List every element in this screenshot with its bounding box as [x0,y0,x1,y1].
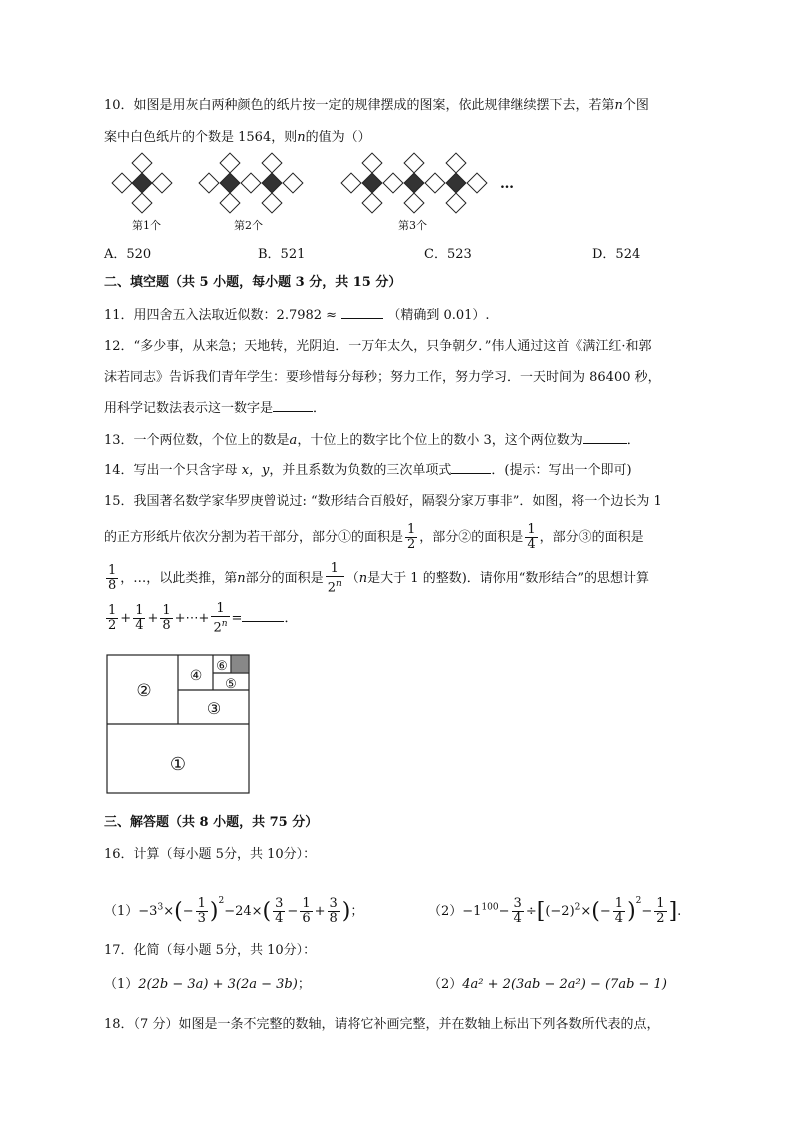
fraction-1-2n: $\frac{1}{2^n}$ [327,561,342,596]
q15-line1: 15．我国著名数学家华罗庚曾说过: “数形结合百般好，隔裂分家万事非”．如图，将一个边长为 1 [104,494,662,509]
q15-blank [242,609,284,622]
q12-line2: 沫若同志》告诉我们青年学生：要珍惜每分每秒；努力工作，努力学习．一天时间为 86400 秒， [104,370,661,385]
q10-line2: 案中白色纸片的个数是 1564，则n的值为（） [104,130,371,145]
shaded-remainder [231,655,249,673]
q10-line1: 10．如图是用灰白两种颜色的纸片按一定的规律摆成的图案，依此规律继续摆下去，若第n个图 [104,98,649,113]
q15-square-diagram [106,654,252,796]
region-6-label: ⑥ [216,659,228,674]
option-c: C．523 [424,247,472,262]
q12-blank [273,399,313,412]
q16-title: 16．计算（每小题 5分，共 10分）： [104,847,317,862]
q16-part1: $(1)-3^3\times(-$ $\frac{1}{3}$ )$^2$−24×( $\frac{3}{4}$ − $\frac{1}{6}$ + $\frac{3}{8}$ )； [104,896,364,926]
q13-blank [583,431,627,444]
caption-1: 第1个 [132,219,161,232]
region-1-label: ① [169,754,187,775]
option-a: A．520 [104,247,152,262]
q16-part2: $(2)-1^{100}-$ $\frac{3}{4}$ $\div[(-2)^2\times(-$ $\frac{1}{4}$ )$^2$− $\frac{1}{2}$ ]. [428,896,682,926]
caption-2: 第2个 [234,219,263,232]
region-2-label: ② [136,681,152,701]
fraction-1-4: $\frac{1}{4}$ [527,522,536,552]
q15-line2: 的正方形纸片依次分割为若干部分，部分①的面积是 $\frac{1}{2}$ ，部分②的面积是 $\frac{1}{4}$ ，部分③的面积是 [104,522,644,552]
q18-line1: 18．（7 分）如图是一条不完整的数轴，请将它补画完整，并在数轴上标出下列各数所代表的点， [104,1017,660,1032]
q10-ellipsis: … [500,176,514,192]
fraction-1-8: $\frac{1}{8}$ [108,563,117,594]
q14: 14．写出一个只含字母 x，y，并且系数为负数的三次单项式 ．(提示：写出一个即可) [104,463,632,478]
option-b: B．521 [258,247,306,262]
q15-line4: $\frac{1}{2}$ + $\frac{1}{4}$ + $\frac{1}{8}$ +⋯+ $\frac{1}{2^n}$ = ． [108,601,298,636]
q17-title: 17．化简（每小题 5分，共 10分）： [104,943,317,958]
pattern-3 [341,153,487,213]
q15-line3: $\frac{1}{8}$ ，…，以此类推，第n部分的面积是 $\frac{1}{2^n}$ （n是大于 1 的整数)．请你用“数形结合”的思想计算 [108,561,650,596]
section-3-heading: 三、解答题（共 8 小题，共 75 分） [104,815,319,830]
q12-line1: 12．“多少事，从来急；天地转，光阴迫．一万年太久，只争朝夕．”伟人通过这首《满江红·和郭 [104,339,652,354]
q17-part2: （2）4a² + 2(3ab − 2a²) − (7ab − 1) [428,977,667,992]
region-4-label: ④ [189,668,203,684]
q14-blank [451,461,491,474]
section-2-heading: 二、填空题（共 5 小题，每小题 3 分，共 15 分） [104,275,402,290]
q12-line3: 用科学记数法表示这一数字是 ． [104,401,327,416]
q13: 13．一个两位数，个位上的数是a，十位上的数字比个位上的数小 3，这个两位数为 ． [104,433,640,448]
option-d: D．524 [592,247,641,262]
q11-blank [341,306,383,319]
q10-pattern-figure [100,152,540,216]
q11: 11．用四舍五入法取近似数：2.7982 ≈ （精确到 0.01）. [104,308,490,323]
q17-part1: （1）2(2b − 3a) + 3(2a − 3b)； [104,977,311,992]
pattern-2 [199,153,303,213]
region-5-label: ⑤ [225,677,237,692]
region-3-label: ③ [206,699,222,718]
caption-3: 第3个 [398,219,427,232]
pattern-1 [112,153,172,213]
fraction-1-2: $\frac{1}{2}$ [407,522,416,552]
